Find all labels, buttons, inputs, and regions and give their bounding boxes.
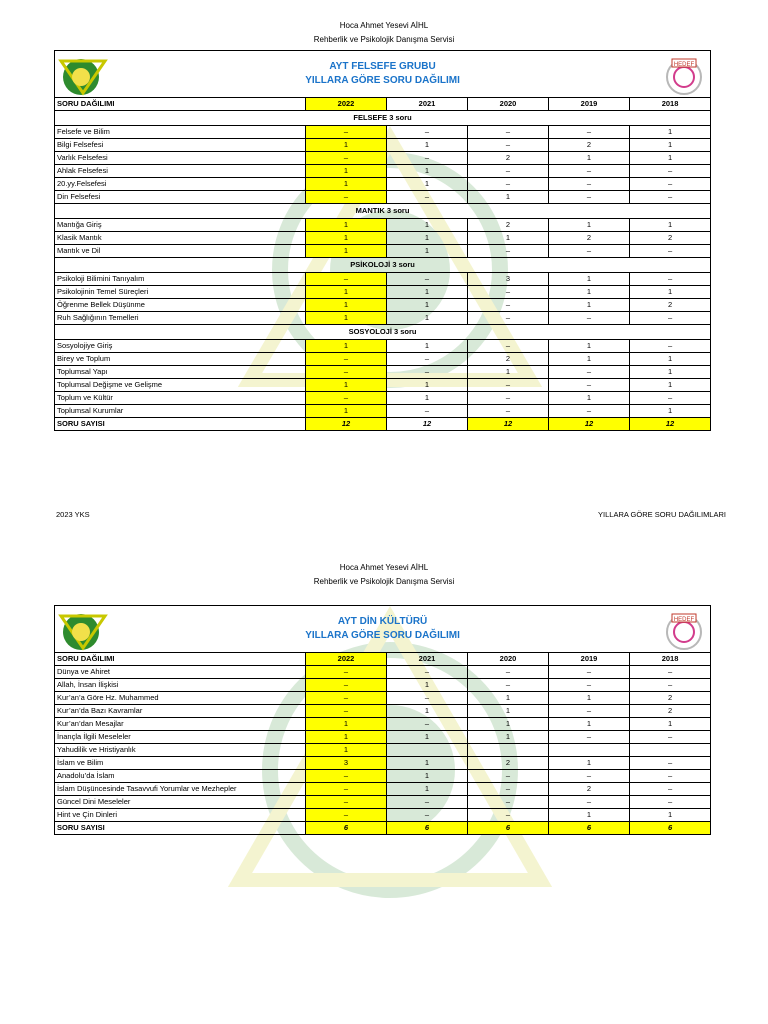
- row-label: Sosyolojiye Giriş: [55, 340, 306, 353]
- total-row: [55, 418, 711, 431]
- cell-value: –: [630, 783, 711, 796]
- cell-value: 1: [387, 757, 468, 770]
- cell-value: –: [549, 126, 630, 139]
- cell-value: 1: [387, 379, 468, 392]
- cell-value: –: [387, 666, 468, 679]
- school-name-2: Hoca Ahmet Yesevi AİHL: [339, 563, 429, 572]
- cell-value: 2020: [468, 653, 549, 666]
- table-row: [55, 232, 711, 245]
- cell-value: [468, 744, 549, 757]
- cell-value: –: [549, 379, 630, 392]
- cell-value: 12: [630, 418, 711, 431]
- cell-value: –: [630, 679, 711, 692]
- table-row: [55, 731, 711, 744]
- din-kulturu-table: [54, 605, 711, 835]
- footer-right-1: YILLARA GÖRE SORU DAĞILIMLARI: [598, 510, 726, 519]
- cell-value: 2018: [630, 653, 711, 666]
- page-header-2: [0, 561, 768, 589]
- cell-value: –: [630, 178, 711, 191]
- cell-value: 2: [468, 757, 549, 770]
- cell-value: 1: [306, 165, 387, 178]
- row-label: SORU DAĞILIMI: [55, 653, 306, 666]
- cell-value: 2018: [630, 98, 711, 111]
- row-label: Kur’an’da Bazı Kavramlar: [55, 705, 306, 718]
- cell-value: –: [630, 666, 711, 679]
- cell-value: –: [630, 796, 711, 809]
- cell-value: 1: [306, 718, 387, 731]
- cell-value: 1: [306, 312, 387, 325]
- table-row: [55, 353, 711, 366]
- cell-value: 1: [630, 219, 711, 232]
- table-row: [55, 165, 711, 178]
- felsefe-table: [54, 50, 711, 431]
- cell-value: –: [630, 340, 711, 353]
- group-title: SOSYOLOJİ 3 soru: [55, 325, 711, 340]
- cell-value: –: [387, 718, 468, 731]
- cell-value: 1: [387, 312, 468, 325]
- cell-value: 1: [468, 692, 549, 705]
- cell-value: 1: [306, 340, 387, 353]
- cell-value: –: [387, 405, 468, 418]
- cell-value: –: [306, 692, 387, 705]
- table-row: [55, 692, 711, 705]
- cell-value: 1: [387, 340, 468, 353]
- cell-value: 1: [387, 286, 468, 299]
- row-label: Klasik Mantık: [55, 232, 306, 245]
- cell-value: –: [306, 126, 387, 139]
- cell-value: 12: [549, 418, 630, 431]
- row-label: 20.yy.Felsefesi: [55, 178, 306, 191]
- group-row: [55, 111, 711, 126]
- row-label: Dünya ve Ahiret: [55, 666, 306, 679]
- table-row: [55, 191, 711, 204]
- table-row: [55, 366, 711, 379]
- cell-value: 1: [549, 273, 630, 286]
- cell-value: –: [549, 366, 630, 379]
- cell-value: –: [549, 178, 630, 191]
- cell-value: –: [468, 770, 549, 783]
- row-label: Kur’an’a Göre Hz. Muhammed: [55, 692, 306, 705]
- cell-value: 1: [306, 139, 387, 152]
- cell-value: 6: [549, 822, 630, 835]
- cell-value: –: [468, 783, 549, 796]
- row-label: SORU DAĞILIMI: [55, 98, 306, 111]
- cell-value: 1: [549, 299, 630, 312]
- cell-value: –: [549, 405, 630, 418]
- cell-value: 6: [306, 822, 387, 835]
- hedef-logo-text-2: HEDEF: [673, 617, 695, 623]
- footer-left-1: 2023 YKS: [56, 510, 90, 519]
- row-label: Psikolojinin Temel Süreçleri: [55, 286, 306, 299]
- cell-value: 2021: [387, 98, 468, 111]
- service-name-2: Rehberlik ve Psikolojik Danışma Servisi: [313, 577, 455, 586]
- cell-value: 1: [387, 299, 468, 312]
- cell-value: –: [630, 731, 711, 744]
- cell-value: 2: [468, 219, 549, 232]
- cell-value: 1: [630, 718, 711, 731]
- cell-value: 1: [549, 757, 630, 770]
- table-row: [55, 783, 711, 796]
- cell-value: 6: [387, 822, 468, 835]
- row-label: Allah, İnsan İlişkisi: [55, 679, 306, 692]
- cell-value: 12: [468, 418, 549, 431]
- row-label: İslam ve Bilim: [55, 757, 306, 770]
- total-row: [55, 822, 711, 835]
- group-title: FELSEFE 3 soru: [55, 111, 711, 126]
- row-label: İslam Düşüncesinde Tasavvufi Yorumlar ve Mezhepler: [55, 783, 306, 796]
- cell-value: 6: [468, 822, 549, 835]
- cell-value: 1: [468, 366, 549, 379]
- cell-value: –: [468, 379, 549, 392]
- cell-value: –: [387, 273, 468, 286]
- cell-value: –: [549, 770, 630, 783]
- cell-value: –: [306, 392, 387, 405]
- cell-value: 2022: [306, 98, 387, 111]
- cell-value: –: [468, 139, 549, 152]
- row-label: Ahlak Felsefesi: [55, 165, 306, 178]
- cell-value: –: [306, 191, 387, 204]
- cell-value: 2019: [549, 98, 630, 111]
- cell-value: –: [306, 809, 387, 822]
- cell-value: –: [468, 165, 549, 178]
- row-label: SORU SAYISI: [55, 418, 306, 431]
- cell-value: –: [468, 809, 549, 822]
- cell-value: 1: [468, 705, 549, 718]
- cell-value: 1: [387, 392, 468, 405]
- hedef-logo-text: HEDEF: [673, 62, 695, 68]
- table-row: [55, 299, 711, 312]
- group-row: [55, 258, 711, 273]
- cell-value: –: [549, 679, 630, 692]
- cell-value: 1: [387, 245, 468, 258]
- cell-value: –: [387, 692, 468, 705]
- school-logo: [57, 53, 109, 97]
- cell-value: –: [306, 152, 387, 165]
- cell-value: 1: [306, 379, 387, 392]
- cell-value: 1: [387, 139, 468, 152]
- header-row: [55, 98, 711, 111]
- cell-value: 6: [630, 822, 711, 835]
- group-title: MANTIK 3 soru: [55, 204, 711, 219]
- table-banner-2: [55, 606, 711, 653]
- cell-value: –: [549, 191, 630, 204]
- cell-value: –: [468, 178, 549, 191]
- cell-value: –: [306, 273, 387, 286]
- cell-value: 1: [630, 152, 711, 165]
- row-label: Toplumsal Değişme ve Gelişme: [55, 379, 306, 392]
- cell-value: 1: [549, 340, 630, 353]
- cell-value: –: [387, 152, 468, 165]
- table-title-2: YILLARA GÖRE SORU DAĞILIMI: [305, 75, 460, 86]
- row-label: Varlık Felsefesi: [55, 152, 306, 165]
- cell-value: –: [468, 126, 549, 139]
- cell-value: –: [306, 770, 387, 783]
- cell-value: –: [468, 312, 549, 325]
- cell-value: –: [306, 796, 387, 809]
- cell-value: 1: [468, 718, 549, 731]
- cell-value: 1: [306, 286, 387, 299]
- cell-value: –: [306, 666, 387, 679]
- table-row: [55, 679, 711, 692]
- cell-value: [549, 744, 630, 757]
- cell-value: 2: [630, 705, 711, 718]
- cell-value: 1: [468, 191, 549, 204]
- cell-value: –: [387, 191, 468, 204]
- table-row: [55, 770, 711, 783]
- cell-value: –: [306, 366, 387, 379]
- row-label: Güncel Dini Meseleler: [55, 796, 306, 809]
- table-row: [55, 245, 711, 258]
- cell-value: –: [549, 705, 630, 718]
- cell-value: 1: [549, 152, 630, 165]
- table-row: [55, 286, 711, 299]
- page-header-1: [0, 19, 768, 47]
- table-row: [55, 757, 711, 770]
- table-row: [55, 178, 711, 191]
- cell-value: 2020: [468, 98, 549, 111]
- table-row: [55, 340, 711, 353]
- cell-value: 1: [549, 353, 630, 366]
- cell-value: –: [306, 705, 387, 718]
- row-label: Psikoloji Bilimini Tanıyalım: [55, 273, 306, 286]
- row-label: Toplumsal Kurumlar: [55, 405, 306, 418]
- cell-value: 1: [306, 245, 387, 258]
- table-row: [55, 152, 711, 165]
- cell-value: –: [630, 392, 711, 405]
- cell-value: 1: [549, 718, 630, 731]
- table-row: [55, 126, 711, 139]
- cell-value: –: [630, 770, 711, 783]
- cell-value: –: [387, 796, 468, 809]
- cell-value: 2: [549, 139, 630, 152]
- hedef-logo-2: [662, 608, 706, 652]
- table-row: [55, 379, 711, 392]
- cell-value: 1: [387, 178, 468, 191]
- table-row: [55, 809, 711, 822]
- row-label: Toplum ve Kültür: [55, 392, 306, 405]
- cell-value: 2022: [306, 653, 387, 666]
- cell-value: –: [549, 666, 630, 679]
- group-title: PSİKOLOJİ 3 soru: [55, 258, 711, 273]
- cell-value: –: [549, 165, 630, 178]
- cell-value: 2: [468, 353, 549, 366]
- row-label: Toplumsal Yapı: [55, 366, 306, 379]
- cell-value: 2019: [549, 653, 630, 666]
- cell-value: 1: [306, 219, 387, 232]
- cell-value: 1: [387, 705, 468, 718]
- cell-value: 1: [630, 366, 711, 379]
- cell-value: –: [468, 299, 549, 312]
- cell-value: 1: [306, 232, 387, 245]
- row-label: Öğrenme Bellek Düşünme: [55, 299, 306, 312]
- cell-value: –: [468, 392, 549, 405]
- cell-value: 1: [387, 731, 468, 744]
- cell-value: 1: [630, 126, 711, 139]
- cell-value: 2: [549, 232, 630, 245]
- cell-value: –: [468, 679, 549, 692]
- cell-value: –: [630, 191, 711, 204]
- cell-value: –: [468, 796, 549, 809]
- cell-value: –: [549, 796, 630, 809]
- cell-value: –: [468, 405, 549, 418]
- cell-value: –: [630, 245, 711, 258]
- cell-value: [387, 744, 468, 757]
- row-label: Kur’an’dan Mesajlar: [55, 718, 306, 731]
- cell-value: –: [468, 286, 549, 299]
- hedef-logo: [662, 53, 706, 97]
- cell-value: –: [387, 353, 468, 366]
- table-row: [55, 744, 711, 757]
- cell-value: 1: [630, 286, 711, 299]
- cell-value: [630, 744, 711, 757]
- cell-value: –: [387, 366, 468, 379]
- cell-value: 1: [306, 299, 387, 312]
- cell-value: 1: [549, 692, 630, 705]
- table-row: [55, 273, 711, 286]
- cell-value: –: [387, 126, 468, 139]
- school-name: Hoca Ahmet Yesevi AİHL: [339, 21, 429, 30]
- cell-value: 1: [630, 379, 711, 392]
- row-label: Ruh Sağlığının Temelleri: [55, 312, 306, 325]
- row-label: Felsefe ve Bilim: [55, 126, 306, 139]
- cell-value: 1: [387, 770, 468, 783]
- cell-value: 3: [306, 757, 387, 770]
- cell-value: 1: [630, 353, 711, 366]
- cell-value: –: [387, 809, 468, 822]
- cell-value: 1: [306, 744, 387, 757]
- service-name: Rehberlik ve Psikolojik Danışma Servisi: [313, 35, 455, 44]
- cell-value: 1: [468, 232, 549, 245]
- row-label: SORU SAYISI: [55, 822, 306, 835]
- cell-value: –: [306, 783, 387, 796]
- cell-value: 1: [387, 679, 468, 692]
- table2-title-1: AYT DİN KÜLTÜRÜ: [337, 616, 428, 627]
- cell-value: 1: [549, 219, 630, 232]
- cell-value: –: [630, 165, 711, 178]
- row-label: İnançla İlgili Meseleler: [55, 731, 306, 744]
- header-row: [55, 653, 711, 666]
- cell-value: 1: [549, 392, 630, 405]
- cell-value: 1: [630, 139, 711, 152]
- cell-value: 1: [549, 286, 630, 299]
- row-label: Din Felsefesi: [55, 191, 306, 204]
- table-row: [55, 405, 711, 418]
- cell-value: 1: [387, 783, 468, 796]
- group-row: [55, 325, 711, 340]
- cell-value: –: [549, 731, 630, 744]
- row-label: Anadolu’da İslam: [55, 770, 306, 783]
- cell-value: –: [306, 679, 387, 692]
- school-logo-2: [57, 608, 109, 652]
- cell-value: 1: [306, 405, 387, 418]
- cell-value: 1: [306, 178, 387, 191]
- row-label: Yahudilik ve Hristiyanlık: [55, 744, 306, 757]
- cell-value: 3: [468, 273, 549, 286]
- cell-value: –: [630, 757, 711, 770]
- cell-value: 2: [468, 152, 549, 165]
- cell-value: –: [630, 273, 711, 286]
- cell-value: 1: [306, 731, 387, 744]
- row-label: Mantık ve Dil: [55, 245, 306, 258]
- row-label: Hint ve Çin Dinleri: [55, 809, 306, 822]
- table-row: [55, 718, 711, 731]
- cell-value: 12: [387, 418, 468, 431]
- cell-value: 1: [387, 219, 468, 232]
- cell-value: –: [549, 245, 630, 258]
- cell-value: 1: [549, 809, 630, 822]
- cell-value: –: [630, 312, 711, 325]
- table-title-1: AYT FELSEFE GRUBU: [329, 61, 436, 72]
- cell-value: 1: [387, 232, 468, 245]
- cell-value: 1: [468, 731, 549, 744]
- group-row: [55, 204, 711, 219]
- cell-value: 1: [630, 809, 711, 822]
- cell-value: 1: [630, 405, 711, 418]
- table2-title-2: YILLARA GÖRE SORU DAĞILIMI: [305, 630, 460, 641]
- table-row: [55, 705, 711, 718]
- table-row: [55, 139, 711, 152]
- row-label: Bilgi Felsefesi: [55, 139, 306, 152]
- table-banner: [55, 51, 711, 98]
- row-label: Birey ve Toplum: [55, 353, 306, 366]
- cell-value: 2: [630, 692, 711, 705]
- cell-value: 2021: [387, 653, 468, 666]
- table-row: [55, 392, 711, 405]
- cell-value: 12: [306, 418, 387, 431]
- table-row: [55, 796, 711, 809]
- cell-value: –: [468, 666, 549, 679]
- cell-value: –: [306, 353, 387, 366]
- row-label: Mantığa Giriş: [55, 219, 306, 232]
- cell-value: 2: [630, 299, 711, 312]
- cell-value: 2: [549, 783, 630, 796]
- table-row: [55, 312, 711, 325]
- cell-value: 2: [630, 232, 711, 245]
- table-row: [55, 666, 711, 679]
- cell-value: –: [549, 312, 630, 325]
- cell-value: 1: [387, 165, 468, 178]
- cell-value: –: [468, 245, 549, 258]
- table-row: [55, 219, 711, 232]
- cell-value: –: [468, 340, 549, 353]
